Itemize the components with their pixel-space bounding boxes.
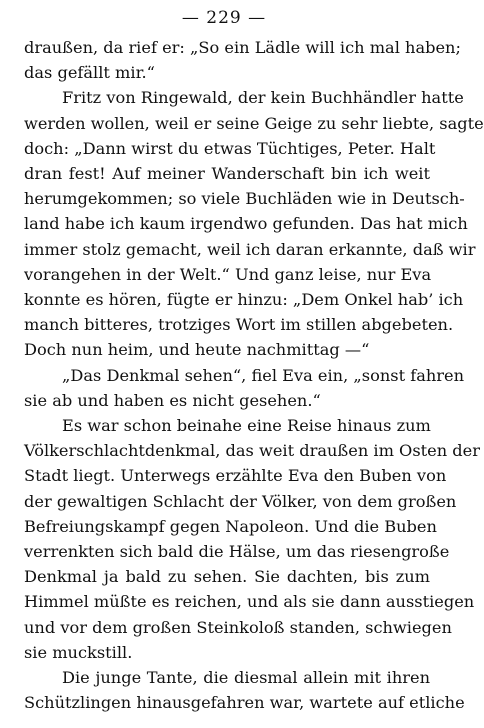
text-line: Himmel müßte es reichen, und als sie dann ausstiegen <box>24 592 475 612</box>
text-line: Stadt liegt. Unterwegs erzählte Eva den Buben von <box>24 466 447 486</box>
text-line: und vor dem großen Steinkoloß standen, schwiegen <box>24 617 452 637</box>
text-line: Denkmal ja bald zu sehen. Sie dachten, bis zum <box>24 567 430 587</box>
text-line: werden wollen, weil er seine Geige zu sehr liebte, sagte <box>24 113 484 133</box>
text-line: „Das Denkmal sehen“, fiel Eva ein, „sonst fahren <box>62 365 465 385</box>
text-line: land habe ich kaum irgendwo gefunden. Das hat mich <box>24 214 468 234</box>
text-line: doch: „Dann wirst du etwas Tüchtiges, Peter. Halt <box>24 138 436 158</box>
text-line: sie ab und haben es nicht gesehen.“ <box>24 390 321 410</box>
text-line: vorangehen in der Welt.“ Und ganz leise, nur Eva <box>24 264 432 284</box>
text-line: Schützlingen hinausgefahren war, wartete auf etliche <box>24 693 465 713</box>
text-line: dran fest! Auf meiner Wanderschaft bin ich weit <box>24 164 430 183</box>
text-line: manch bitteres, trotziges Wort im stillen abgebeten. <box>24 315 454 335</box>
text-line: Doch nun heim, und heute nachmittag —“ <box>24 340 370 360</box>
text-line: Fritz von Ringewald, der kein Buchhändler hatte <box>62 88 464 108</box>
text-line: Die junge Tante, die diesmal allein mit ihren <box>62 668 430 687</box>
text-line: Völkerschlachtdenkmal, das weit draußen im Osten der <box>24 441 480 461</box>
text-line: verrenkten sich bald die Hälse, um das riesengroße <box>24 542 450 561</box>
text-line: sie muckstill. <box>24 642 133 662</box>
text-line: Es war schon beinahe eine Reise hinaus zum <box>62 416 431 435</box>
page-number: — 229 — <box>181 8 267 28</box>
text-line: konnte es hören, fügte er hinzu: „Dem Onkel hab’ ich <box>24 290 464 309</box>
text-line: draußen, da rief er: „So ein Lädle will ich mal haben; <box>24 38 461 57</box>
text-line: herumgekommen; so viele Buchläden wie in Deutsch- <box>24 189 465 209</box>
text-line: Befreiungskampf gegen Napoleon. Und die Buben <box>24 516 437 536</box>
text-line: das gefällt mir.“ <box>24 63 155 83</box>
text-line: immer stolz gemacht, weil ich daran erkannte, daß wir <box>24 239 476 259</box>
text-line: der gewaltigen Schlacht der Völker, von dem großen <box>24 491 457 511</box>
